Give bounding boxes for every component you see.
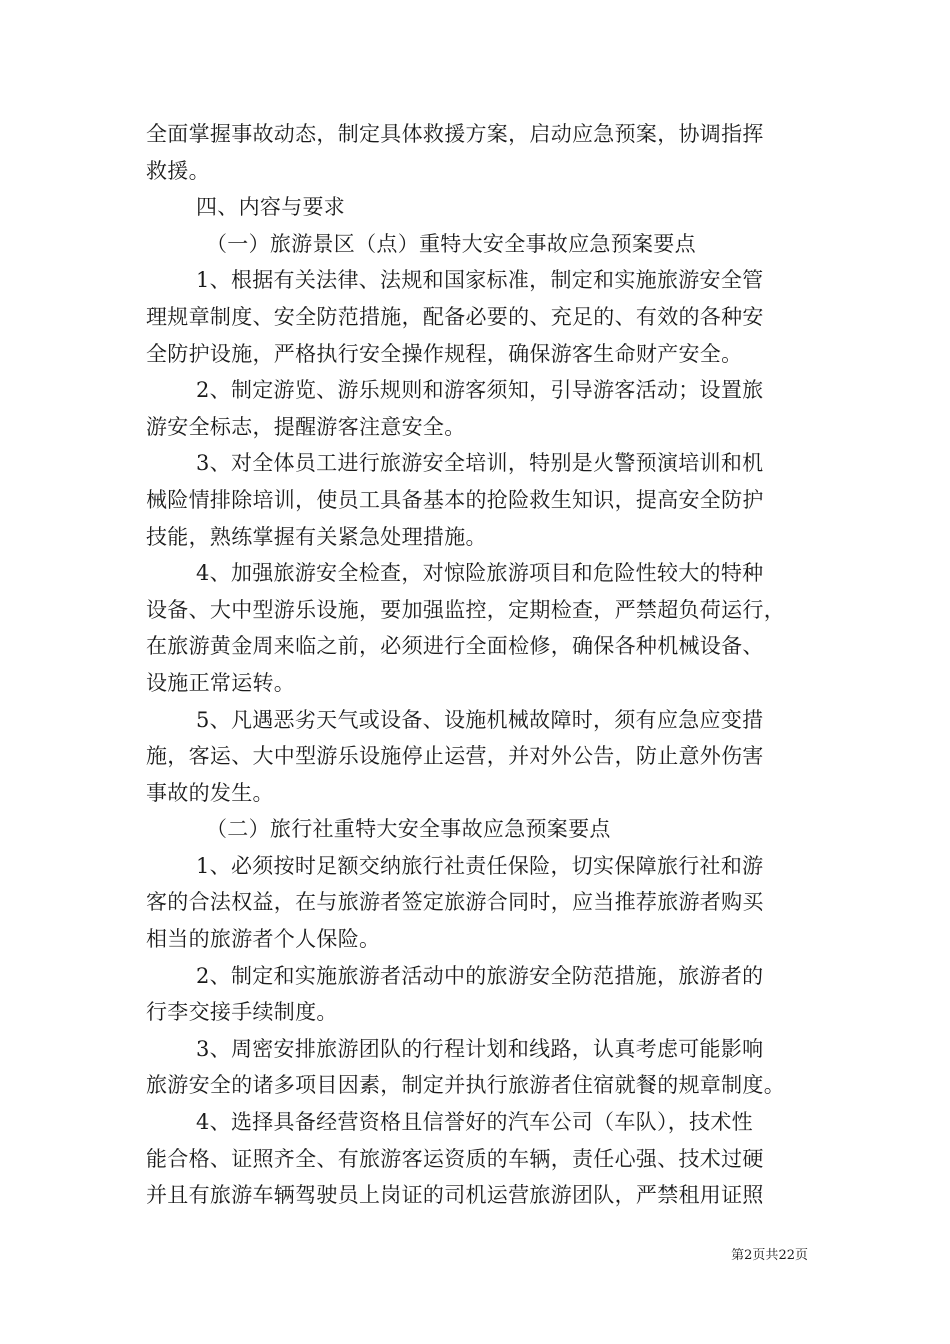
footer-suffix: 页: [794, 1248, 808, 1263]
text-line: 1、根据有关法律、法规和国家标准，制定和实施旅游安全管: [196, 268, 764, 293]
text-line: 3、对全体员工进行旅游安全培训，特别是火警预演培训和机: [196, 451, 764, 476]
text-line: 4、选择具备经营资格且信誉好的汽车公司（车队），技术性: [196, 1110, 753, 1135]
text-line: 并且有旅游车辆驾驶员上岗证的司机运营旅游团队，严禁租用证照: [146, 1183, 764, 1208]
text-line: 3、周密安排旅游团队的行程计划和线路，认真考虑可能影响: [196, 1036, 764, 1061]
text-line: 设备、大中型游乐设施，要加强监控，定期检查，严禁超负荷运行，: [146, 597, 785, 622]
text-line: （二）旅行社重特大安全事故应急预案要点: [206, 817, 611, 842]
text-line: 四、内容与要求: [196, 195, 346, 220]
text-line: 游安全标志，提醒游客注意安全。: [146, 414, 466, 439]
text-line: 施，客运、大中型游乐设施停止运营，并对外公告，防止意外伤害: [146, 744, 764, 769]
footer-page-number: 2: [744, 1248, 753, 1263]
text-line: 4、加强旅游安全检查，对惊险旅游项目和危险性较大的特种: [196, 561, 764, 586]
text-line: 1、必须按时足额交纳旅行社责任保险，切实保障旅行社和游: [196, 853, 764, 878]
text-line: 械险情排除培训，使员工具备基本的抢险救生知识，提高安全防护: [146, 487, 764, 512]
text-line: 设施正常运转。: [146, 670, 296, 695]
page-footer: [731, 1248, 808, 1264]
footer-middle: 页共: [752, 1248, 779, 1263]
text-line: （一）旅游景区（点）重特大安全事故应急预案要点: [206, 231, 696, 256]
footer-total-pages: 22: [778, 1248, 795, 1263]
text-line: 2、制定和实施旅游者活动中的旅游安全防范措施，旅游者的: [196, 963, 764, 988]
text-line: 理规章制度、安全防范措施，配备必要的、充足的、有效的各种安: [146, 304, 764, 329]
text-line: 旅游安全的诸多项目因素，制定并执行旅游者住宿就餐的规章制度。: [146, 1073, 785, 1098]
text-line: 相当的旅游者个人保险。: [146, 927, 381, 952]
footer-prefix: 第: [731, 1248, 745, 1263]
document-body: [146, 116, 810, 1214]
text-line: 救援。: [146, 158, 210, 183]
text-line: 事故的发生。: [146, 780, 274, 805]
text-line: 客的合法权益，在与旅游者签定旅游合同时，应当推荐旅游者购买: [146, 890, 764, 915]
text-line: 技能，熟练掌握有关紧急处理措施。: [146, 524, 487, 549]
text-line: 全面掌握事故动态，制定具体救援方案，启动应急预案，协调指挥: [146, 122, 764, 146]
text-line: 5、凡遇恶劣天气或设备、设施机械故障时，须有应急应变措: [196, 707, 764, 732]
text-line: 能合格、证照齐全、有旅游客运资质的车辆，责任心强、技术过硬: [146, 1146, 764, 1171]
text-line: 行李交接手续制度。: [146, 1000, 338, 1025]
text-line: 2、制定游览、游乐规则和游客须知，引导游客活动；设置旅: [196, 378, 764, 403]
text-line: 全防护设施，严格执行安全操作规程，确保游客生命财产安全。: [146, 341, 743, 366]
text-line: 在旅游黄金周来临之前，必须进行全面检修，确保各种机械设备、: [146, 634, 764, 659]
